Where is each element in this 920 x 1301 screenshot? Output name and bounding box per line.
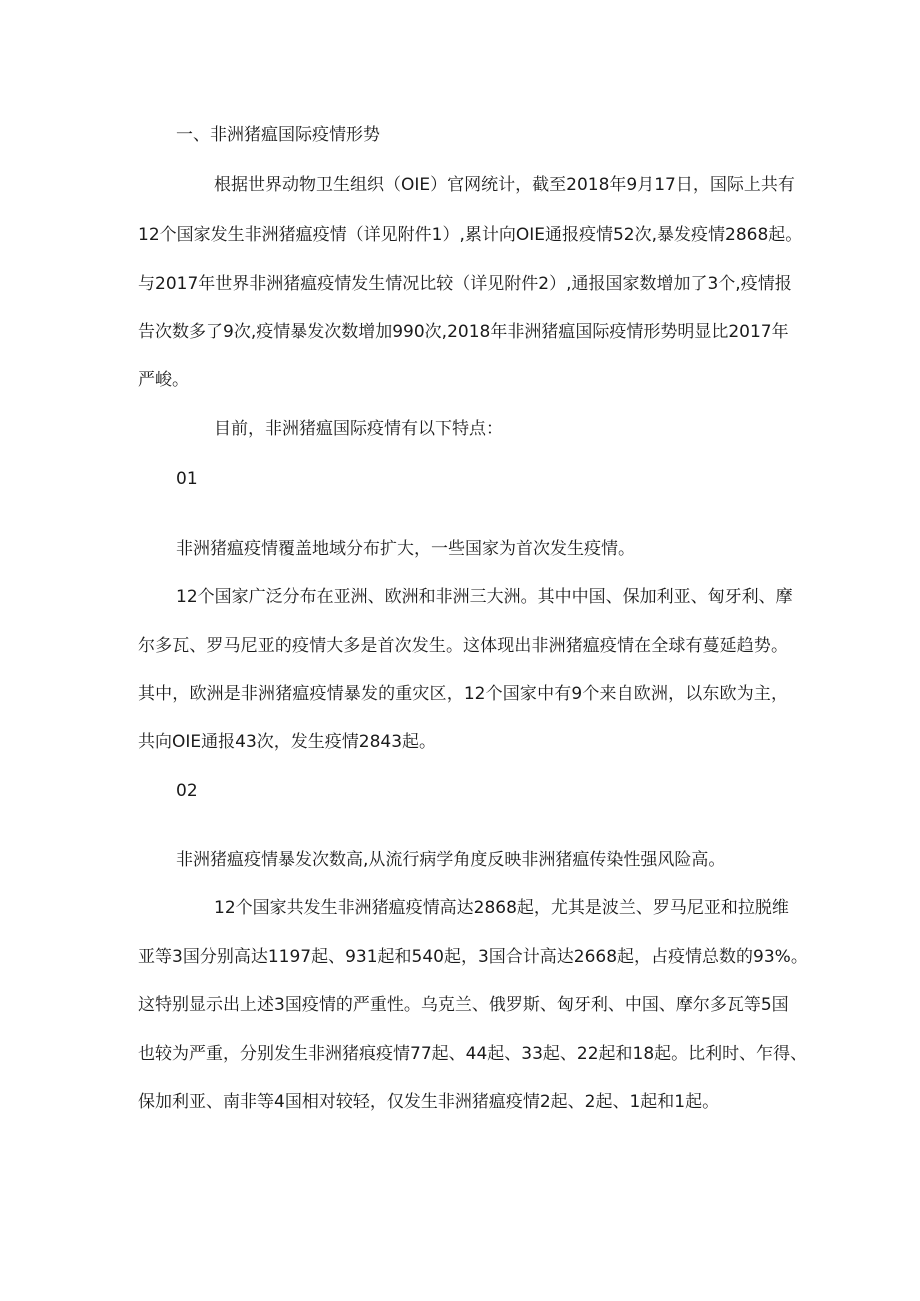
paragraph-line: 根据世界动物卫生组织（OIE）官网统计，截至2018年9月17日，国际上共有: [214, 175, 795, 195]
paragraph-line: 告次数多了9次,疫情暴发次数增加990次,2018年非洲猪瘟国际疫情形势明显比2017年: [138, 322, 789, 342]
paragraph-line: 严峻。: [138, 370, 189, 390]
paragraph-line: 保加利亚、南非等4国相对较轻，仅发生非洲猪瘟疫情2起、2起、1起和1起。: [138, 1092, 720, 1112]
section-subtitle: 非洲猪瘟疫情暴发次数高,从流行病学角度反映非洲猪瘟传染性强风险高。: [176, 850, 726, 870]
paragraph-line: 与2017年世界非洲猪瘟疫情发生情况比较（详见附件2）,通报国家数增加了3个,疫情报: [138, 274, 792, 294]
paragraph-line: 12个国家发生非洲猪瘟疫情（详见附件1）,累计向OIE通报疫情52次,暴发疫情2868起。: [138, 225, 803, 245]
section-heading: 一、非洲猪瘟国际疫情形势: [176, 125, 380, 145]
paragraph-line: 尔多瓦、罗马尼亚的疫情大多是首次发生。这体现出非洲猪瘟疫情在全球有蔓延趋势。: [138, 636, 788, 656]
paragraph-line: 这特别显示出上述3国疫情的严重性。乌克兰、俄罗斯、匈牙利、中国、摩尔多瓦等5国: [138, 995, 789, 1015]
paragraph-line: 亚等3国分别高达1197起、931起和540起，3国合计高达2668起，占疫情总数的93%。: [138, 947, 808, 967]
section-number: 01: [176, 469, 198, 489]
paragraph-line: 目前，非洲猪瘟国际疫情有以下特点：: [214, 419, 503, 439]
paragraph-line: 其中，欧洲是非洲猪瘟疫情暴发的重灾区，12个国家中有9个来自欧洲，以东欧为主，: [138, 684, 788, 704]
section-number: 02: [176, 781, 198, 801]
section-subtitle: 非洲猪瘟疫情覆盖地域分布扩大，一些国家为首次发生疫情。: [176, 539, 635, 559]
paragraph-line: 也较为严重，分别发生非洲猪痕疫情77起、44起、33起、22起和18起。比利时、乍得、: [138, 1044, 808, 1064]
paragraph-line: 12个国家广泛分布在亚洲、欧洲和非洲三大洲。其中中国、保加利亚、匈牙利、摩: [176, 587, 793, 607]
paragraph-line: 12个国家共发生非洲猪瘟疫情高达2868起，尤其是波兰、罗马尼亚和拉脱维: [214, 898, 789, 918]
paragraph-line: 共向OIE通报43次，发生疫情2843起。: [138, 732, 437, 752]
